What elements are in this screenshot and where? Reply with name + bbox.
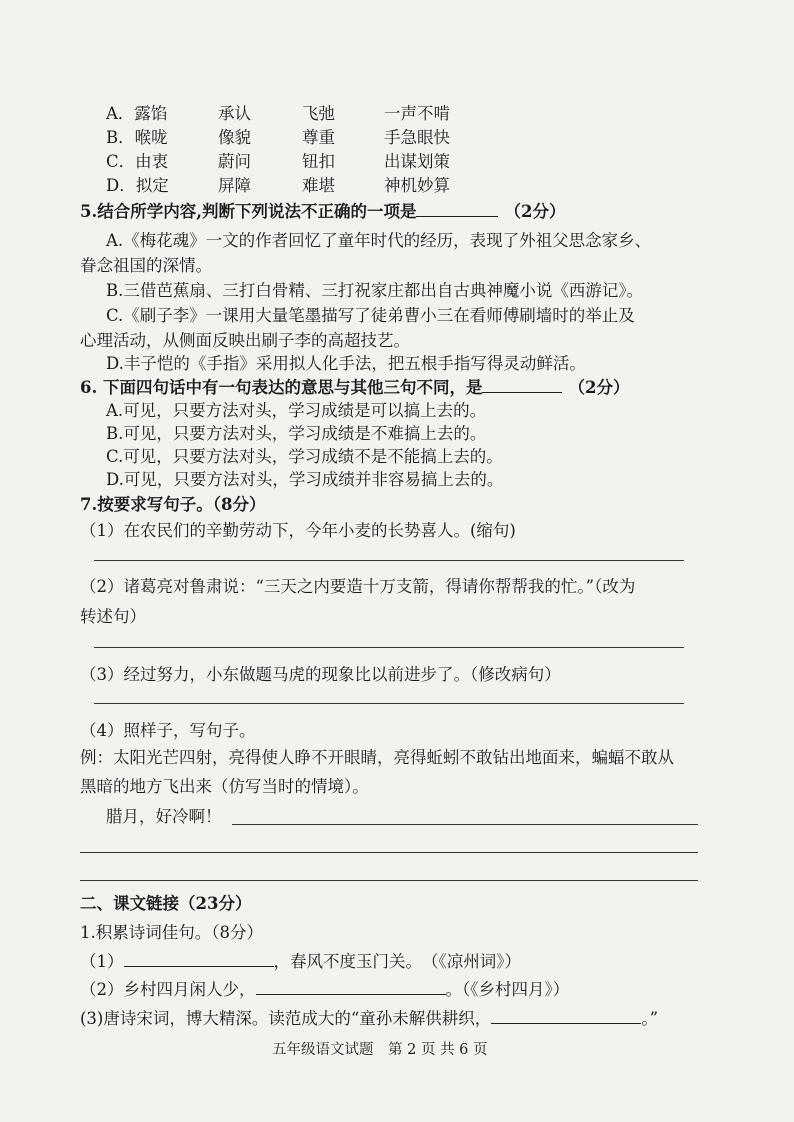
q7-item-4: （4）照样子，写句子。 (80, 721, 256, 740)
question-6-stem: 6. 下面四句话中有一句表达的意思与其他三句不同，是 （2分） (80, 378, 630, 397)
option-cell: 蔚问 (218, 152, 251, 171)
q5-option-c: C.《刷子李》一课用大量笔墨描写了徒弟曹小三在看师傅刷墙时的举止及 (106, 306, 635, 325)
option-row-c (106, 151, 666, 173)
option-cell: 飞弛 (302, 104, 335, 123)
option-cell: 承认 (218, 104, 251, 123)
q5-option-a-cont: 眷念祖国的深情。 (80, 256, 212, 275)
answer-line[interactable] (94, 647, 684, 648)
option-cell: 屏障 (218, 176, 251, 195)
poem-item-1: （1） ，春风不度玉门关。 （《凉州词》） (80, 952, 521, 971)
option-cell: 像貌 (218, 128, 251, 147)
section-title: 二、课文链接（23分） (80, 894, 252, 913)
q5-option-d: D.丰子恺的《手指》采用拟人化手法，把五根手指写得灵动鲜活。 (106, 354, 586, 373)
option-cell: 出谋划策 (384, 152, 450, 171)
poem-item-3: (3)唐诗宋词，博大精深。读范成大的“童孙未解供耕织， 。” (80, 1009, 658, 1028)
q7-item-3: （3）经过努力，小东做题马虎的现象比以前进步了。（修改病句） (80, 665, 561, 684)
option-cell: 一声不啃 (384, 104, 450, 123)
option-cell: 神机妙算 (384, 176, 450, 195)
q7-item-2-cont: 转述句） (80, 607, 146, 626)
question-7-stem: 7.按要求写句子。（8分） (80, 495, 266, 514)
option-cell: 尊重 (302, 128, 335, 147)
answer-blank[interactable] (491, 1007, 641, 1024)
answer-line[interactable] (94, 703, 684, 704)
q7-item-1: （1）在农民们的辛勤劳动下，今年小麦的长势喜人。(缩句) (80, 521, 516, 540)
example-line-2: 黑暗的地方飞出来（仿写当时的情境）。 (80, 777, 369, 796)
question-5-stem: 5.结合所学内容,判断下列说法不正确的一项是 （2分） (80, 202, 566, 221)
q5-option-a: A.《梅花魂》一文的作者回忆了童年时代的经历，表现了外祖父思念家乡、 (106, 231, 652, 250)
option-row-a (106, 103, 666, 125)
option-cell: A．露馅 (106, 104, 168, 123)
q6-option-c: C.可见，只要方法对头，学习成绩不是不能搞上去的。 (106, 447, 503, 466)
page-footer: 五年级语文试题 第 2 页 共 6 页 (272, 1042, 488, 1058)
q6-option-d: D.可见，只要方法对头，学习成绩并非容易搞上去的。 (106, 470, 504, 489)
option-cell: 钮扣 (302, 152, 335, 171)
answer-blank[interactable] (124, 950, 274, 967)
answer-line[interactable] (232, 824, 698, 825)
answer-line[interactable] (80, 880, 698, 881)
q7-item-2: （2）诸葛亮对鲁肃说：“三天之内要造十万支箭，得请你帮帮我的忙。”（改为 (80, 577, 636, 596)
poem-item-2: （2）乡村四月闲人少， 。（《乡村四月》） (80, 980, 570, 999)
q5-option-b: B.三借芭蕉扇、三打白骨精、三打祝家庄都出自古典神魔小说《西游记》。 (106, 281, 644, 300)
q5-option-c-cont: 心理活动，从侧面反映出刷子李的高超技艺。 (80, 331, 410, 350)
example-line-1: 例：太阳光芒四射，亮得使人睁不开眼睛，亮得蚯蚓不敢钻出地面来，蝙蝠不敢从 (80, 748, 674, 767)
answer-blank[interactable] (416, 200, 498, 217)
option-cell: C．由衷 (106, 152, 169, 171)
option-row-b (106, 127, 666, 149)
answer-blank[interactable] (256, 978, 446, 995)
option-cell: B．喉咙 (106, 128, 168, 147)
q7-prompt: 腊月，好冷啊！ (106, 807, 222, 826)
option-cell: D．拟定 (106, 176, 169, 195)
q6-option-b: B.可见，只要方法对头，学习成绩是不难搞上去的。 (106, 424, 487, 443)
option-row-d (106, 175, 666, 197)
section2-question-1: 1.积累诗词佳句。（8分） (80, 923, 263, 942)
q6-option-a: A.可见，只要方法对头，学习成绩是可以搞上去的。 (106, 401, 487, 420)
answer-line[interactable] (80, 852, 698, 853)
option-cell: 难堪 (302, 176, 335, 195)
option-cell: 手急眼快 (384, 128, 450, 147)
answer-line[interactable] (94, 560, 684, 561)
answer-blank[interactable] (482, 376, 562, 393)
